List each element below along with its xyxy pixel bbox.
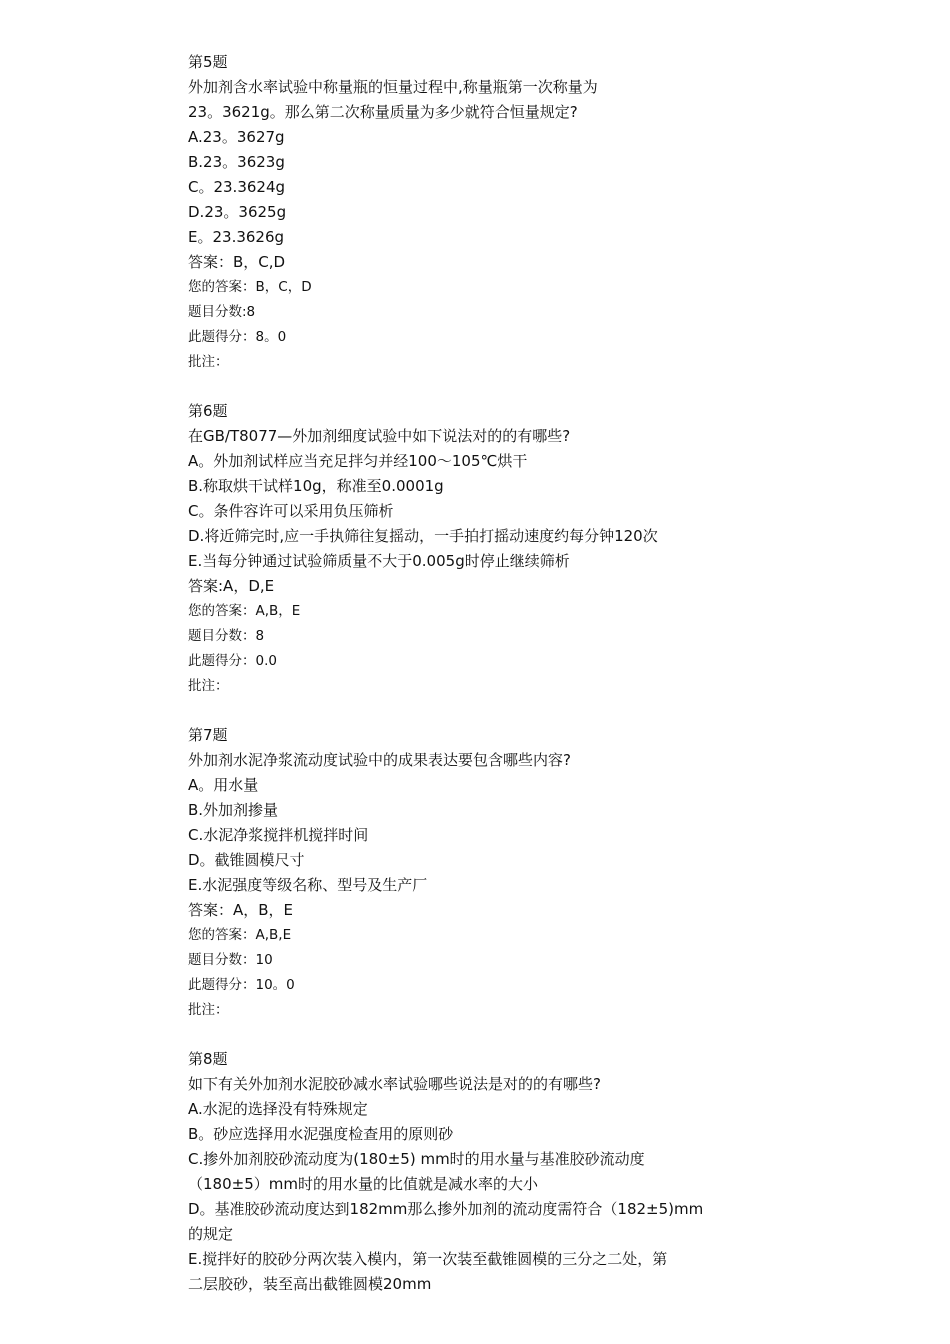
option-c: C.水泥净浆搅拌机搅拌时间 bbox=[188, 826, 369, 844]
note-label: 批注： bbox=[188, 354, 229, 370]
option-d: D.将近筛完时,应一手执筛往复摇动，一手拍打摇动速度约每分钟120次 bbox=[188, 527, 658, 545]
option-a: A。用水量 bbox=[188, 776, 259, 794]
your-answer: 您的答案：A,B，E bbox=[188, 603, 301, 619]
option-b: B.称取烘干试样10g，称准至0.0001g bbox=[188, 477, 444, 495]
note-label: 批注： bbox=[188, 678, 229, 694]
option-a: A。外加剂试样应当充足拌匀并经100～105℃烘干 bbox=[188, 452, 528, 470]
option-c: C。23.3624g bbox=[188, 178, 286, 196]
spacer bbox=[188, 699, 768, 723]
option-a: A.水泥的选择没有特殊规定 bbox=[188, 1100, 368, 1118]
your-answer: 您的答案：B，C，D bbox=[188, 279, 312, 295]
option-e: E.搅拌好的胶砂分两次装入模内，第一次装至截锥圆模的三分之二处，第 bbox=[188, 1250, 668, 1268]
question-score: 题目分数：10 bbox=[188, 952, 273, 968]
question-8 bbox=[188, 1047, 768, 1297]
score-obtained: 此题得分：8。0 bbox=[188, 329, 287, 345]
correct-answer: 答案:A，D,E bbox=[188, 577, 275, 595]
question-stem-line: 在GB/T8077—外加剂细度试验中如下说法对的的有哪些? bbox=[188, 427, 571, 445]
question-title: 第6题 bbox=[188, 402, 228, 420]
option-b: B.外加剂掺量 bbox=[188, 801, 279, 819]
question-stem-line: 外加剂含水率试验中称量瓶的恒量过程中,称量瓶第一次称量为 bbox=[188, 78, 598, 96]
question-title: 第8题 bbox=[188, 1050, 228, 1068]
note-label: 批注： bbox=[188, 1002, 229, 1018]
option-a: A.23。3627g bbox=[188, 128, 285, 146]
spacer bbox=[188, 375, 768, 399]
correct-answer: 答案：A，B，E bbox=[188, 901, 294, 919]
option-e: E。23.3626g bbox=[188, 228, 285, 246]
option-c-continued: （180±5）mm时的用水量的比值就是减水率的大小 bbox=[188, 1175, 538, 1193]
document-page bbox=[188, 50, 768, 1297]
option-c: C.掺外加剂胶砂流动度为(180±5) mm时的用水量与基准胶砂流动度 bbox=[188, 1150, 645, 1168]
option-d-continued: 的规定 bbox=[188, 1225, 234, 1243]
question-title: 第7题 bbox=[188, 726, 228, 744]
question-5 bbox=[188, 50, 768, 375]
question-6 bbox=[188, 399, 768, 699]
question-7 bbox=[188, 723, 768, 1023]
question-score: 题目分数:8 bbox=[188, 304, 256, 320]
option-d: D.23。3625g bbox=[188, 203, 287, 221]
correct-answer: 答案：B，C,D bbox=[188, 253, 286, 271]
option-e: E.水泥强度等级名称、型号及生产厂 bbox=[188, 876, 428, 894]
score-obtained: 此题得分：0.0 bbox=[188, 653, 277, 669]
your-answer: 您的答案：A,B,E bbox=[188, 927, 292, 943]
spacer bbox=[188, 1023, 768, 1047]
question-stem-line: 23。3621g。那么第二次称量质量为多少就符合恒量规定? bbox=[188, 103, 578, 121]
option-e: E.当每分钟通过试验筛质量不大于0.005g时停止继续筛析 bbox=[188, 552, 570, 570]
question-stem-line: 外加剂水泥净浆流动度试验中的成果表达要包含哪些内容? bbox=[188, 751, 571, 769]
option-b: B.23。3623g bbox=[188, 153, 285, 171]
option-d: D。截锥圆模尺寸 bbox=[188, 851, 305, 869]
question-title: 第5题 bbox=[188, 53, 228, 71]
question-stem-line: 如下有关外加剂水泥胶砂减水率试验哪些说法是对的的有哪些? bbox=[188, 1075, 601, 1093]
question-score: 题目分数：8 bbox=[188, 628, 265, 644]
score-obtained: 此题得分：10。0 bbox=[188, 977, 295, 993]
option-c: C。条件容许可以采用负压筛析 bbox=[188, 502, 394, 520]
option-d: D。基准胶砂流动度达到182mm那么掺外加剂的流动度需符合（182±5)mm bbox=[188, 1200, 704, 1218]
option-e-continued: 二层胶砂，装至高出截锥圆模20mm bbox=[188, 1275, 432, 1293]
option-b: B。砂应选择用水泥强度检查用的原则砂 bbox=[188, 1125, 454, 1143]
